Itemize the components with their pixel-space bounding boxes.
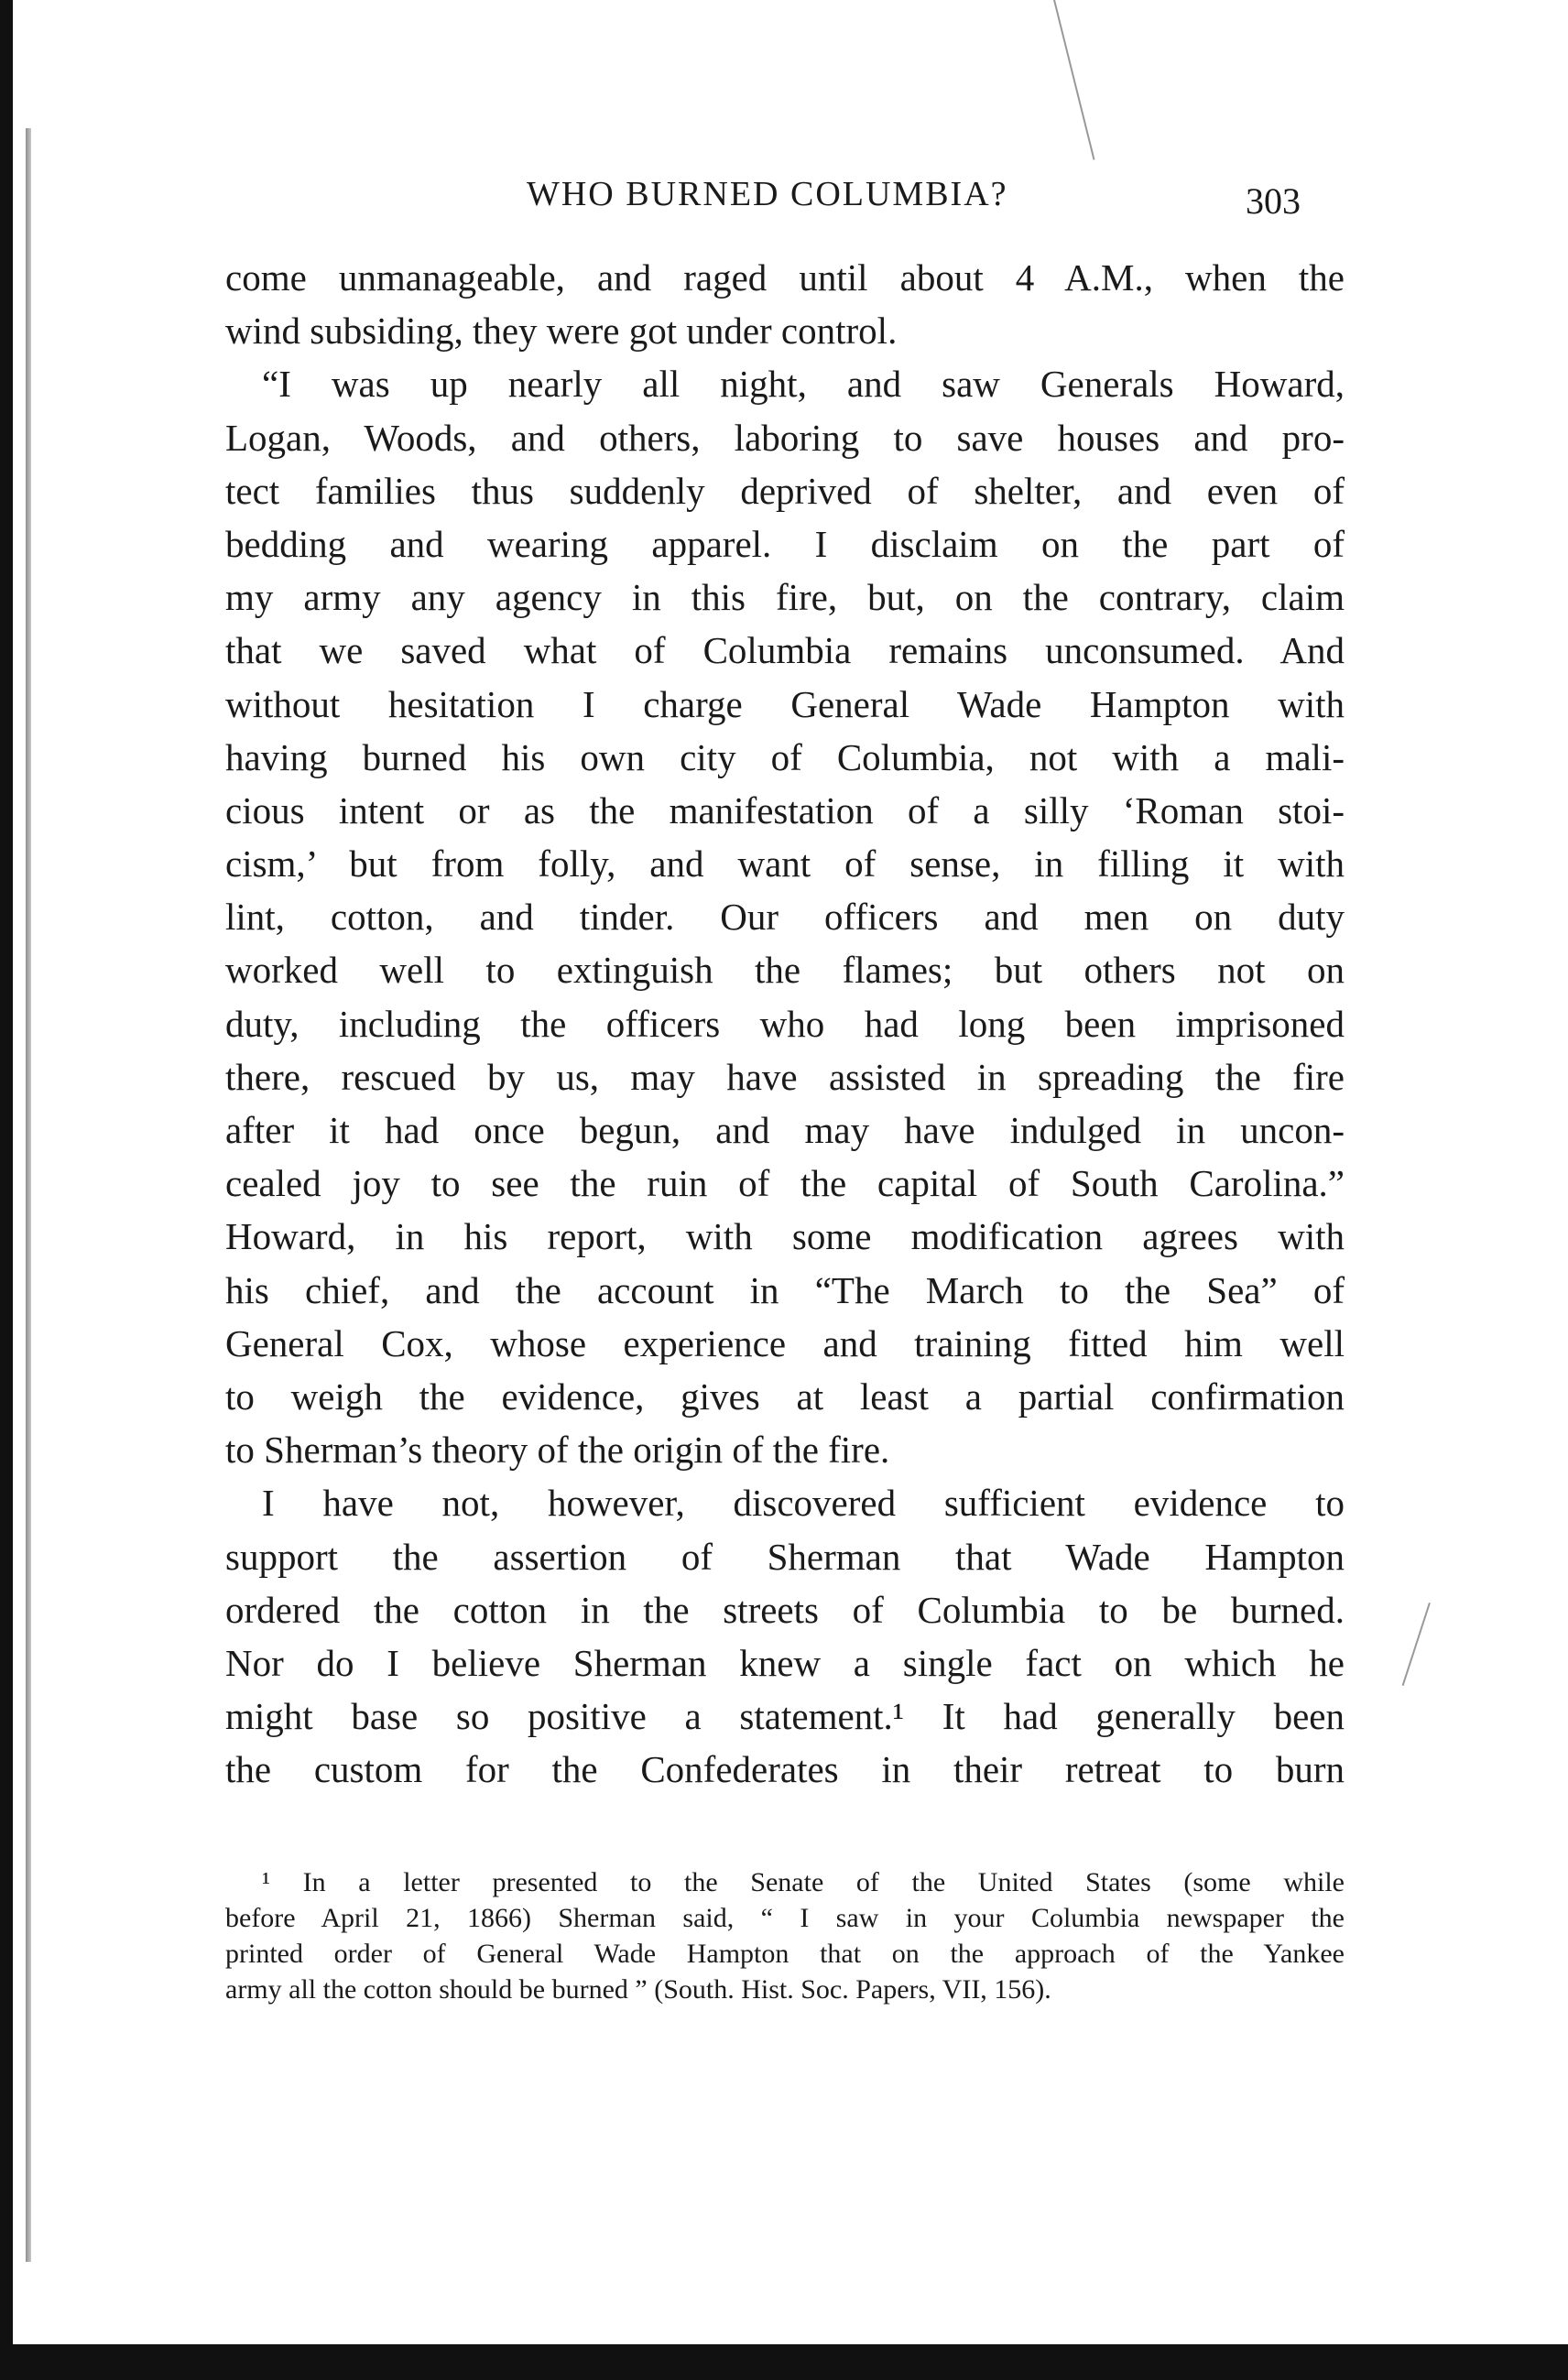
- body-line: tect families thus suddenly deprived of shelter, and even of: [225, 469, 1345, 512]
- body-line: duty, including the officers who had long been imprisoned: [225, 1002, 1345, 1045]
- body-line: come unmanageable, and raged until about 4 A.M., when the: [225, 256, 1345, 299]
- body-line: there, rescued by us, may have assisted in spreading the fire: [225, 1055, 1345, 1098]
- body-line: lint, cotton, and tinder. Our officers and men on duty: [225, 896, 1345, 939]
- body-line: my army any agency in this fire, but, on the contrary, claim: [225, 576, 1345, 619]
- body-line: might base so positive a statement.¹ It had generally been: [225, 1695, 1345, 1738]
- footnote-line: before April 21, 1866) Sherman said, “ I saw in your Columbia newspaper the: [225, 1903, 1345, 1933]
- scan-border-left: [0, 0, 13, 2380]
- body-line: without hesitation I charge General Wade Hampton with: [225, 682, 1345, 725]
- body-line: “I was up nearly all night, and saw Generals Howard,: [262, 363, 1345, 406]
- body-line: his chief, and the account in “The March to the Sea” of: [225, 1268, 1345, 1311]
- body-line: cious intent or as the manifestation of a silly ‘Roman stoi-: [225, 788, 1345, 831]
- body-line: to weigh the evidence, gives at least a partial confirmation: [225, 1375, 1345, 1418]
- body-line: cism,’ but from folly, and want of sense, in filling it with: [225, 842, 1345, 886]
- body-text: [225, 251, 1345, 1796]
- footnote-line: printed order of General Wade Hampton that on the approach of the Yankee: [225, 1939, 1345, 1969]
- body-line: Logan, Woods, and others, laboring to save houses and pro-: [225, 416, 1345, 459]
- body-line: General Cox, whose experience and training fitted him well: [225, 1321, 1345, 1364]
- body-line: wind subsiding, they were got under control.: [225, 310, 898, 353]
- footnote-line: ¹ In a letter presented to the Senate of the United States (some while: [262, 1867, 1345, 1897]
- body-line: I have not, however, discovered sufficient evidence to: [262, 1482, 1345, 1525]
- body-line: cealed joy to see the ruin of the capital of South Carolina.”: [225, 1162, 1345, 1205]
- page-number: 303: [1246, 180, 1301, 222]
- body-line: after it had once begun, and may have indulged in uncon-: [225, 1109, 1345, 1151]
- footnote-line: army all the cotton should be burned ” (South. Hist. Soc. Papers, VII, 156).: [225, 1974, 1051, 2005]
- body-line: bedding and wearing apparel. I disclaim on the part of: [225, 522, 1345, 565]
- body-line: ordered the cotton in the streets of Columbia to be burned.: [225, 1588, 1345, 1631]
- body-line: to Sherman’s theory of the origin of the fire.: [225, 1429, 890, 1472]
- body-line: support the assertion of Sherman that Wade Hampton: [225, 1535, 1345, 1578]
- body-line: worked well to extinguish the flames; but others not on: [225, 949, 1345, 992]
- scan-scratch-right: [1402, 1603, 1431, 1686]
- body-line: that we saved what of Columbia remains unconsumed. And: [225, 629, 1345, 672]
- footnotes: [225, 1864, 1345, 2007]
- scan-shadow-left: [26, 128, 31, 2262]
- scan-border-bottom: [0, 2344, 1568, 2380]
- body-line: Nor do I believe Sherman knew a single fact on which he: [225, 1641, 1345, 1684]
- body-line: the custom for the Confederates in their retreat to burn: [225, 1748, 1345, 1791]
- body-line: Howard, in his report, with some modification agrees with: [225, 1215, 1345, 1258]
- running-head: WHO BURNED COLUMBIA?: [527, 175, 1008, 213]
- scan-scratch-top: [1053, 0, 1094, 160]
- body-line: having burned his own city of Columbia, not with a mali-: [225, 735, 1345, 778]
